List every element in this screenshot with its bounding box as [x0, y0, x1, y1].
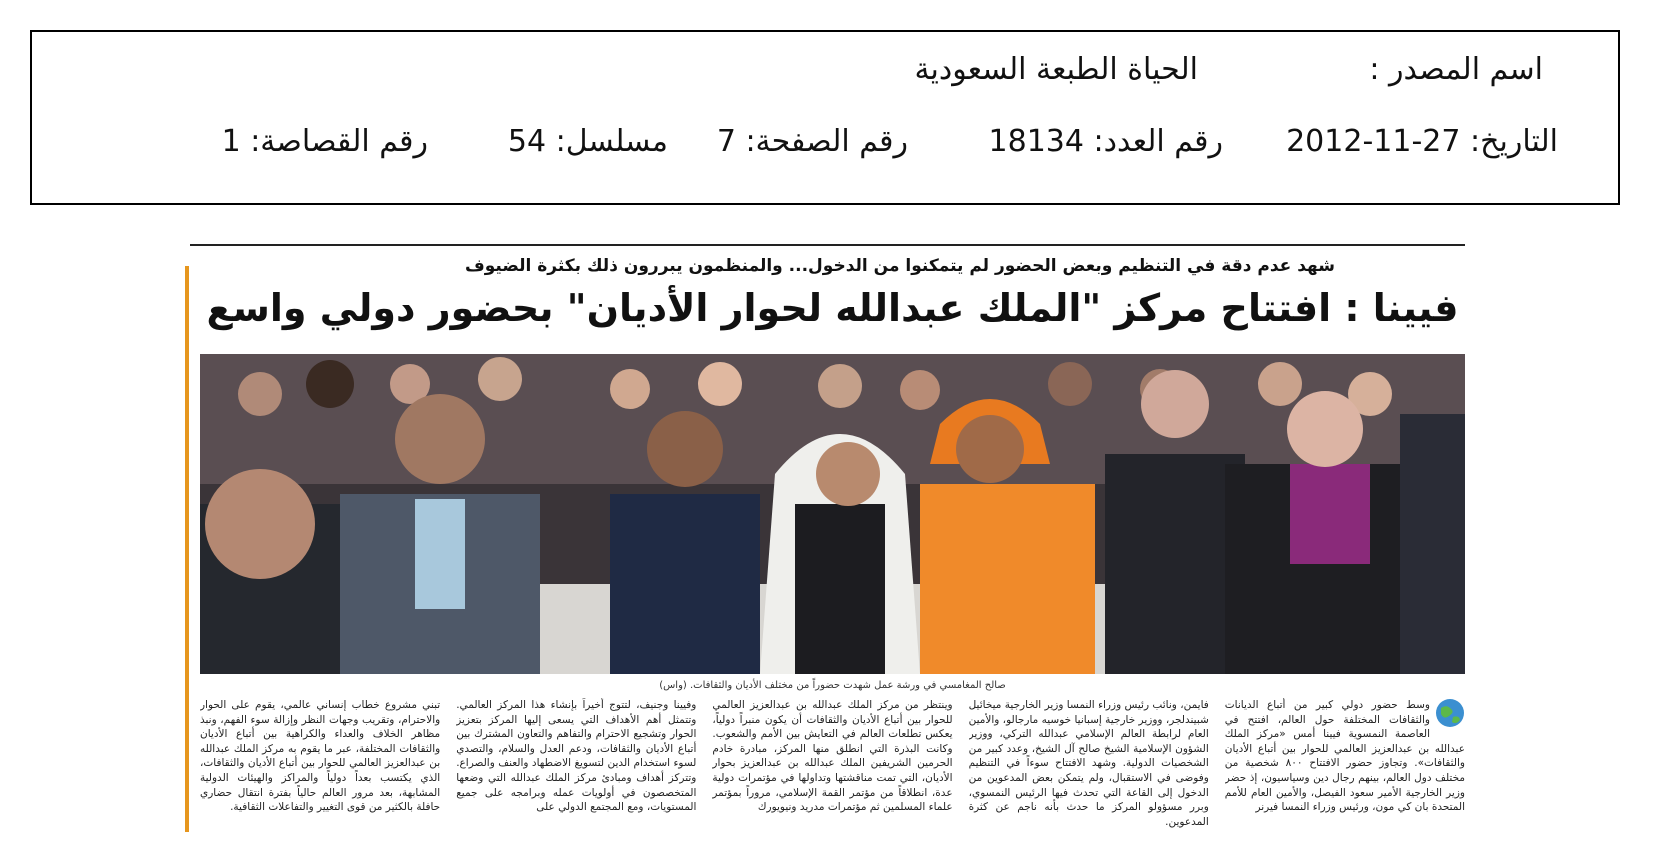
article-column-5: تبني مشروع خطاب إنساني عالمي، يقوم على الحوار والاحترام، وتقريب وجهات النظر وإزالة سوء الفهم، ونبذ مظاهر الخلاف والعداء والكراهية بين أتباع الأديان والثقافات المختلفة، عبر ما يقوم به مركز الملك عبدالله بن عبدالعزيز العالمي للحوار بين أتباع الأديان والثقافات، الذي يكتسب بعداً دولياً والمراكز والهيئات الدولية المشابهة، بعد مرور العالم حالياً بفترة انتقال حضاري حافلة بالكثير من قوى التغيير والتفاعلات الثقافية. [199, 699, 441, 814]
article-headline: فيينا : افتتاح مركز "الملك عبدالله لحوار الأديان" بحضور دولي واسع [206, 286, 1459, 330]
newspaper-clipping [185, 236, 1465, 836]
article-body [200, 698, 1465, 833]
issue-number: رقم العدد: 18134 [988, 124, 1223, 159]
page-number: رقم الصفحة: 7 [716, 124, 908, 159]
side-accent-bar [185, 266, 189, 832]
column-text: وسط حضور دولي كبير من أتباع الديانات والثقافات المختلفة حول العالم، افتتح في العاصمة النمسوية فيينا أمس «مركز الملك عبدالله بن عبدالعزيز العالمي للحوار بين أتباع الأديان والثقافات». وتجاوز حضور الافتتاح ٨٠٠ شخصية من مختلف دول العالم، بينهم رجال دين وسياسيون، إذ حضر وزير الخارجية الأمير سعود الفيصل، والأمين العام للأمم المتحدة بان كي مون، ورئيس وزراء النمسا فيرنر [1224, 699, 1465, 814]
date-field: التاريخ: 27-11-2012 [1286, 124, 1558, 159]
article-column-3: وينتظر من مركز الملك عبدالله بن عبدالعزيز العالمي للحوار بين أتباع الأديان والثقافات أن يكون منبراً دولياً، يعكس تطلعات العالم في التعايش بين الأمم والشعوب. وكانت البذرة التي انطلق منها المركز، مبادرة خادم الحرمين الشريفين الملك عبدالله بن عبدالعزيز بحوار الأديان، التي تمت مناقشتها وتداولها في مؤتمرات دولية عدة، انطلاقاً من مؤتمر القمة الإسلامي، مروراً بمؤتمر علماء المسلمين ثم مؤتمرات مدريد ونيويورك [712, 699, 953, 814]
source-label: اسم المصدر : [1369, 52, 1543, 87]
serial-number: مسلسل: 54 [507, 124, 668, 159]
source-info-box [30, 30, 1620, 205]
article-photo [200, 354, 1465, 674]
article-column-4: وفيينا وجنيف، لتتوج أخيراً بإنشاء هذا المركز العالمي. وتتمثل أهم الأهداف التي يسعى إليها المركز بتعزيز الحوار وتشجيع الاحترام والتفاهم والتعاون المشترك بين أتباع الأديان والثقافات، ودعم العدل والسلام، والتصدي لسوء استخدام الدين لتسويغ الاضطهاد والعنف والصراع. وتتركز أهداف ومبادئ مركز الملك عبدالله التي وضعها المتخصصون في أولويات عمله وبرامجه على جميع المستويات، ومع المجتمع الدولي على [456, 699, 697, 814]
photo-caption: صالح المغامسي في ورشة عمل شهدت حضوراً من مختلف الأديان والثقافات. (واس) [659, 680, 1006, 691]
article-column-2: فايمن، ونائب رئيس وزراء النمسا وزير الخارجية ميخائيل شبيندلجر، ووزير خارجية إسبانيا خوسيه مارجالو، والأمين العام لرابطة العالم الإسلامي عبدالله التركي، ووزير الشؤون الإسلامية الشيخ صالح آل الشيخ، وعدد كبير من الشخصيات الدولية. وشهد الافتتاح سوءاً في التنظيم وفوضى في الاستقبال، ولم يتمكن بعض المدعوين من الدخول إلى القاعة التي تحدث فيها الرئيس النمسوي، وبرر مسؤولو المركز ما حدث بأنه ناجم عن كثرة المدعوين. [968, 699, 1209, 828]
globe-icon [1435, 698, 1465, 728]
article-kicker: شهد عدم دقة في التنظيم وبعض الحضور لم يتمكنوا من الدخول... والمنظمون يبررون ذلك بكثرة الضيوف [465, 256, 1335, 276]
clip-number: رقم القصاصة: 1 [221, 124, 428, 159]
top-rule [190, 244, 1465, 246]
source-value: الحياة الطبعة السعودية [914, 52, 1198, 87]
article-column-1 [1225, 698, 1465, 833]
